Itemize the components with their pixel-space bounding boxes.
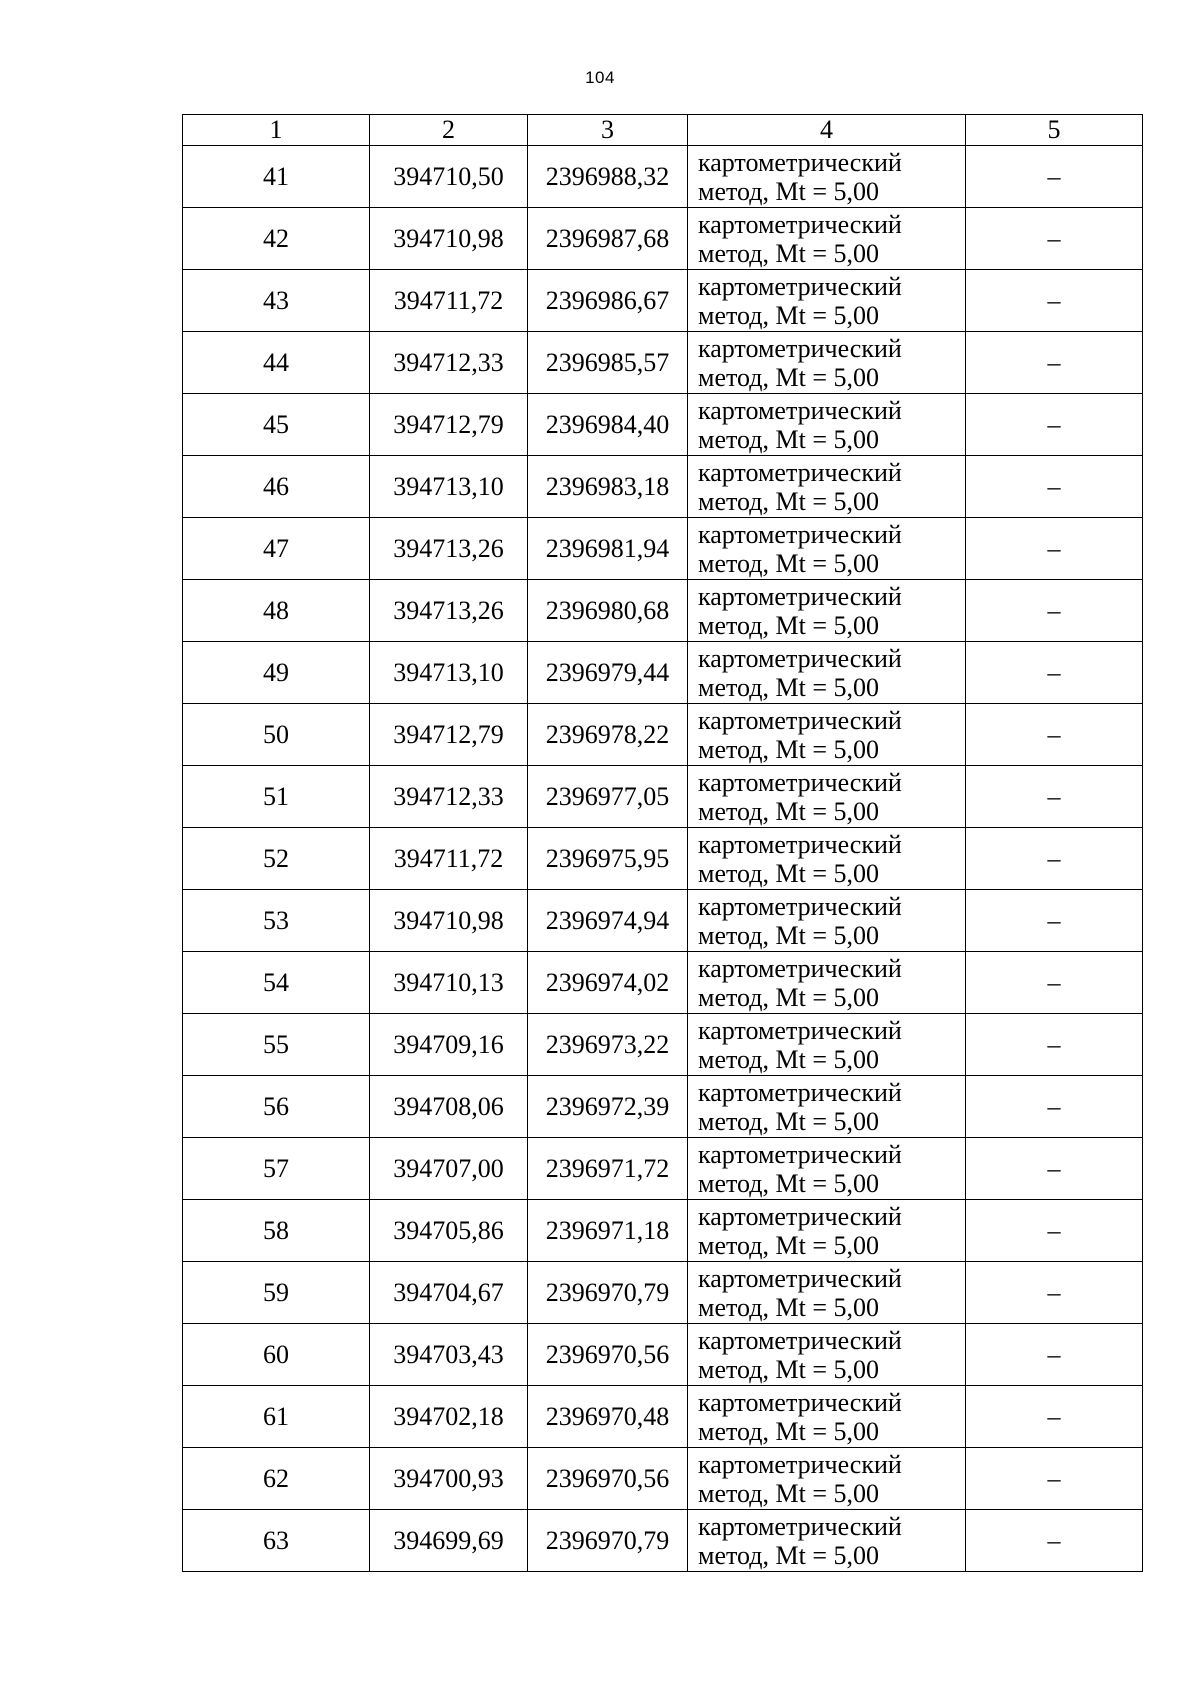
column-5-cell: – — [966, 208, 1143, 270]
x-coordinate-cell: 394709,16 — [370, 1014, 528, 1076]
method-line-1: картометрический — [698, 1511, 902, 1541]
table-row — [183, 1510, 1143, 1572]
table-row — [183, 1138, 1143, 1200]
point-number-cell: 48 — [183, 580, 370, 642]
method-line-2: метод, Mt = 5,00 — [698, 486, 879, 516]
method-cell — [688, 1200, 966, 1262]
point-number-cell: 57 — [183, 1138, 370, 1200]
table-row — [183, 890, 1143, 952]
method-cell — [688, 270, 966, 332]
table-row — [183, 766, 1143, 828]
point-number-cell: 51 — [183, 766, 370, 828]
method-line-2: метод, Mt = 5,00 — [698, 1230, 879, 1260]
method-line-2: метод, Mt = 5,00 — [698, 920, 879, 950]
method-line-2: метод, Mt = 5,00 — [698, 672, 879, 702]
x-coordinate-cell: 394712,33 — [370, 766, 528, 828]
x-coordinate-cell: 394710,98 — [370, 208, 528, 270]
method-line-2: метод, Mt = 5,00 — [698, 300, 879, 330]
y-coordinate-cell: 2396984,40 — [528, 394, 688, 456]
table-row — [183, 332, 1143, 394]
method-line-1: картометрический — [698, 1263, 902, 1293]
column-5-cell: – — [966, 1076, 1143, 1138]
column-5-cell: – — [966, 1510, 1143, 1572]
y-coordinate-cell: 2396970,56 — [528, 1324, 688, 1386]
column-5-cell: – — [966, 704, 1143, 766]
point-number-cell: 54 — [183, 952, 370, 1014]
method-line-2: метод, Mt = 5,00 — [698, 858, 879, 888]
method-line-2: метод, Mt = 5,00 — [698, 1478, 879, 1508]
point-number-cell: 47 — [183, 518, 370, 580]
method-cell — [688, 332, 966, 394]
header-row — [183, 115, 1143, 146]
table-row — [183, 394, 1143, 456]
y-coordinate-cell: 2396980,68 — [528, 580, 688, 642]
method-line-2: метод, Mt = 5,00 — [698, 1416, 879, 1446]
method-line-2: метод, Mt = 5,00 — [698, 1354, 879, 1384]
x-coordinate-cell: 394713,10 — [370, 642, 528, 704]
x-coordinate-cell: 394700,93 — [370, 1448, 528, 1510]
method-line-1: картометрический — [698, 1325, 902, 1355]
method-cell — [688, 456, 966, 518]
x-coordinate-cell: 394708,06 — [370, 1076, 528, 1138]
point-number-cell: 49 — [183, 642, 370, 704]
x-coordinate-cell: 394713,26 — [370, 518, 528, 580]
method-line-1: картометрический — [698, 767, 902, 797]
table-row — [183, 1076, 1143, 1138]
table-row — [183, 270, 1143, 332]
method-cell — [688, 1386, 966, 1448]
y-coordinate-cell: 2396974,94 — [528, 890, 688, 952]
header-col-4: 4 — [688, 115, 966, 146]
method-line-1: картометрический — [698, 333, 902, 363]
column-5-cell: – — [966, 1200, 1143, 1262]
point-number-cell: 61 — [183, 1386, 370, 1448]
method-cell — [688, 208, 966, 270]
x-coordinate-cell: 394713,10 — [370, 456, 528, 518]
y-coordinate-cell: 2396985,57 — [528, 332, 688, 394]
table-row — [183, 1448, 1143, 1510]
y-coordinate-cell: 2396988,32 — [528, 146, 688, 208]
method-line-1: картометрический — [698, 1139, 902, 1169]
method-cell — [688, 1262, 966, 1324]
header-col-1: 1 — [183, 115, 370, 146]
method-line-1: картометрический — [698, 953, 902, 983]
column-5-cell: – — [966, 766, 1143, 828]
point-number-cell: 58 — [183, 1200, 370, 1262]
method-cell — [688, 642, 966, 704]
point-number-cell: 55 — [183, 1014, 370, 1076]
method-line-2: метод, Mt = 5,00 — [698, 1106, 879, 1136]
method-line-2: метод, Mt = 5,00 — [698, 238, 879, 268]
column-5-cell: – — [966, 890, 1143, 952]
y-coordinate-cell: 2396973,22 — [528, 1014, 688, 1076]
y-coordinate-cell: 2396977,05 — [528, 766, 688, 828]
method-cell — [688, 828, 966, 890]
y-coordinate-cell: 2396974,02 — [528, 952, 688, 1014]
header-col-2: 2 — [370, 115, 528, 146]
table-row — [183, 828, 1143, 890]
column-5-cell: – — [966, 270, 1143, 332]
table-row — [183, 704, 1143, 766]
point-number-cell: 50 — [183, 704, 370, 766]
method-line-1: картометрический — [698, 1449, 902, 1479]
method-line-1: картометрический — [698, 581, 902, 611]
method-line-1: картометрический — [698, 829, 902, 859]
table-row — [183, 1386, 1143, 1448]
method-cell — [688, 580, 966, 642]
method-line-2: метод, Mt = 5,00 — [698, 734, 879, 764]
x-coordinate-cell: 394712,79 — [370, 704, 528, 766]
column-5-cell: – — [966, 394, 1143, 456]
method-line-1: картометрический — [698, 395, 902, 425]
y-coordinate-cell: 2396970,56 — [528, 1448, 688, 1510]
point-number-cell: 46 — [183, 456, 370, 518]
table-body — [183, 146, 1143, 1572]
method-cell — [688, 952, 966, 1014]
x-coordinate-cell: 394702,18 — [370, 1386, 528, 1448]
column-5-cell: – — [966, 1014, 1143, 1076]
table-row — [183, 642, 1143, 704]
point-number-cell: 63 — [183, 1510, 370, 1572]
method-line-2: метод, Mt = 5,00 — [698, 1168, 879, 1198]
page-number: 104 — [585, 68, 615, 87]
method-line-1: картометрический — [698, 891, 902, 921]
table-header — [183, 115, 1143, 146]
point-number-cell: 52 — [183, 828, 370, 890]
y-coordinate-cell: 2396971,72 — [528, 1138, 688, 1200]
method-line-2: метод, Mt = 5,00 — [698, 176, 879, 206]
method-cell — [688, 1448, 966, 1510]
y-coordinate-cell: 2396978,22 — [528, 704, 688, 766]
method-cell — [688, 890, 966, 952]
table-row — [183, 208, 1143, 270]
x-coordinate-cell: 394704,67 — [370, 1262, 528, 1324]
method-line-1: картометрический — [698, 1201, 902, 1231]
y-coordinate-cell: 2396987,68 — [528, 208, 688, 270]
method-line-2: метод, Mt = 5,00 — [698, 610, 879, 640]
coordinates-table — [182, 114, 1143, 1572]
method-line-2: метод, Mt = 5,00 — [698, 424, 879, 454]
method-cell — [688, 1076, 966, 1138]
method-cell — [688, 766, 966, 828]
x-coordinate-cell: 394710,98 — [370, 890, 528, 952]
table-row — [183, 1324, 1143, 1386]
table-row — [183, 456, 1143, 518]
x-coordinate-cell: 394713,26 — [370, 580, 528, 642]
column-5-cell: – — [966, 952, 1143, 1014]
method-line-1: картометрический — [698, 705, 902, 735]
x-coordinate-cell: 394710,13 — [370, 952, 528, 1014]
column-5-cell: – — [966, 332, 1143, 394]
y-coordinate-cell: 2396979,44 — [528, 642, 688, 704]
y-coordinate-cell: 2396970,48 — [528, 1386, 688, 1448]
x-coordinate-cell: 394712,79 — [370, 394, 528, 456]
method-line-2: метод, Mt = 5,00 — [698, 1292, 879, 1322]
y-coordinate-cell: 2396972,39 — [528, 1076, 688, 1138]
point-number-cell: 62 — [183, 1448, 370, 1510]
table-row — [183, 580, 1143, 642]
method-line-1: картометрический — [698, 519, 902, 549]
method-line-1: картометрический — [698, 457, 902, 487]
x-coordinate-cell: 394699,69 — [370, 1510, 528, 1572]
point-number-cell: 44 — [183, 332, 370, 394]
y-coordinate-cell: 2396971,18 — [528, 1200, 688, 1262]
column-5-cell: – — [966, 456, 1143, 518]
method-line-2: метод, Mt = 5,00 — [698, 548, 879, 578]
method-cell — [688, 1324, 966, 1386]
method-line-1: картометрический — [698, 1077, 902, 1107]
column-5-cell: – — [966, 1262, 1143, 1324]
method-line-2: метод, Mt = 5,00 — [698, 796, 879, 826]
method-cell — [688, 1014, 966, 1076]
point-number-cell: 43 — [183, 270, 370, 332]
y-coordinate-cell: 2396983,18 — [528, 456, 688, 518]
column-5-cell: – — [966, 1324, 1143, 1386]
column-5-cell: – — [966, 828, 1143, 890]
method-line-2: метод, Mt = 5,00 — [698, 1540, 879, 1570]
column-5-cell: – — [966, 642, 1143, 704]
point-number-cell: 53 — [183, 890, 370, 952]
x-coordinate-cell: 394703,43 — [370, 1324, 528, 1386]
table-row — [183, 1262, 1143, 1324]
column-5-cell: – — [966, 580, 1143, 642]
point-number-cell: 59 — [183, 1262, 370, 1324]
header-col-5: 5 — [966, 115, 1143, 146]
table-row — [183, 952, 1143, 1014]
y-coordinate-cell: 2396970,79 — [528, 1262, 688, 1324]
column-5-cell: – — [966, 1386, 1143, 1448]
method-line-1: картометрический — [698, 1015, 902, 1045]
y-coordinate-cell: 2396981,94 — [528, 518, 688, 580]
column-5-cell: – — [966, 146, 1143, 208]
method-cell — [688, 518, 966, 580]
y-coordinate-cell: 2396970,79 — [528, 1510, 688, 1572]
point-number-cell: 56 — [183, 1076, 370, 1138]
header-col-3: 3 — [528, 115, 688, 146]
y-coordinate-cell: 2396975,95 — [528, 828, 688, 890]
method-line-2: метод, Mt = 5,00 — [698, 982, 879, 1012]
x-coordinate-cell: 394712,33 — [370, 332, 528, 394]
method-line-1: картометрический — [698, 209, 902, 239]
point-number-cell: 60 — [183, 1324, 370, 1386]
method-line-1: картометрический — [698, 643, 902, 673]
table-row — [183, 1200, 1143, 1262]
method-cell — [688, 1510, 966, 1572]
table-row — [183, 1014, 1143, 1076]
method-line-1: картометрический — [698, 271, 902, 301]
method-line-1: картометрический — [698, 147, 902, 177]
method-line-2: метод, Mt = 5,00 — [698, 1044, 879, 1074]
x-coordinate-cell: 394710,50 — [370, 146, 528, 208]
table-row — [183, 518, 1143, 580]
method-line-1: картометрический — [698, 1387, 902, 1417]
x-coordinate-cell: 394711,72 — [370, 828, 528, 890]
method-line-2: метод, Mt = 5,00 — [698, 362, 879, 392]
column-5-cell: – — [966, 1448, 1143, 1510]
point-number-cell: 41 — [183, 146, 370, 208]
method-cell — [688, 704, 966, 766]
y-coordinate-cell: 2396986,67 — [528, 270, 688, 332]
method-cell — [688, 1138, 966, 1200]
point-number-cell: 45 — [183, 394, 370, 456]
x-coordinate-cell: 394711,72 — [370, 270, 528, 332]
column-5-cell: – — [966, 1138, 1143, 1200]
x-coordinate-cell: 394707,00 — [370, 1138, 528, 1200]
method-cell — [688, 394, 966, 456]
column-5-cell: – — [966, 518, 1143, 580]
x-coordinate-cell: 394705,86 — [370, 1200, 528, 1262]
point-number-cell: 42 — [183, 208, 370, 270]
method-cell — [688, 146, 966, 208]
table-row — [183, 146, 1143, 208]
